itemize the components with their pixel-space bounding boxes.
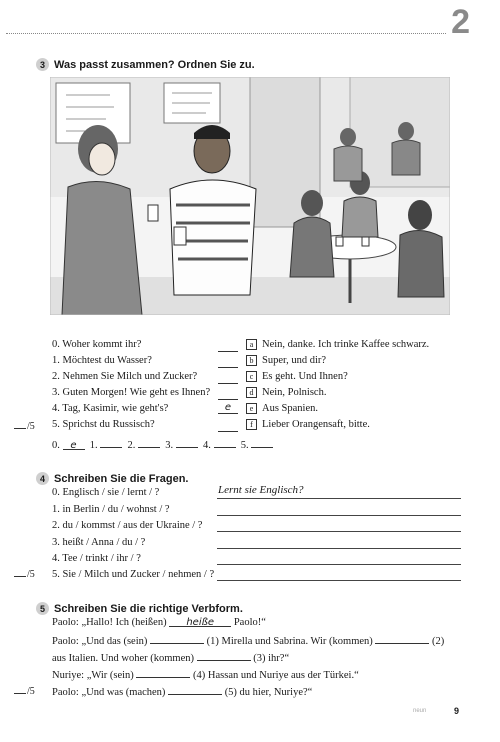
ex4-prompt-1: 1. in Berlin / du / wohnst / ? — [52, 504, 170, 515]
ex3-solution-3[interactable] — [176, 438, 198, 448]
ex5-blank-3[interactable] — [197, 651, 251, 661]
cafe-illustration — [50, 77, 450, 315]
ex5-line-2: Paolo: „Und das (sein) (1) Mirella und Sabrina. Wir (kommen) (2) — [52, 636, 445, 647]
footer-page-word: neun — [413, 708, 427, 714]
ex4-prompt-4: 4. Tee / trinkt / ihr / ? — [52, 553, 141, 564]
header-dotted-rule — [6, 33, 446, 34]
ex3-score: /5 — [14, 421, 35, 432]
ex3-solution-0: e — [63, 440, 85, 450]
ex3-solution-2[interactable] — [138, 438, 160, 448]
ex3-question-4: 4. Tag, Kasimir, wie geht's? — [52, 403, 169, 414]
ex4-example-answer: Lernt sie Englisch? — [218, 484, 304, 496]
ex5-blank-2[interactable] — [375, 634, 429, 644]
ex5-example-answer: heiße — [169, 617, 231, 627]
ex3-option-b: b Super, und dir? — [246, 355, 326, 366]
exercise-3-heading — [36, 58, 255, 71]
ex3-example-answer: e — [218, 403, 238, 414]
ex4-answer-line-4[interactable] — [217, 563, 461, 565]
ex3-question-5: 5. Sprichst du Russisch? — [52, 419, 155, 430]
ex3-solution-1[interactable] — [100, 438, 122, 448]
ex4-score: /5 — [14, 569, 35, 580]
ex3-question-3: 3. Guten Morgen! Wie geht es Ihnen? — [52, 387, 211, 398]
ex4-answer-line-0 — [217, 497, 461, 499]
ex3-option-c: c Es geht. Und Ihnen? — [246, 371, 348, 382]
ex4-prompt-0: 0. Englisch / sie / lernt / ? — [52, 487, 160, 498]
exercise-5-number: 5 — [36, 602, 49, 615]
ex3-question-2: 2. Nehmen Sie Milch und Zucker? — [52, 371, 198, 382]
ex4-answer-line-5[interactable] — [217, 579, 461, 581]
ex3-option-a: a Nein, danke. Ich trinke Kaffee schwarz. — [246, 339, 429, 350]
ex4-prompt-2: 2. du / kommst / aus der Ukraine / ? — [52, 520, 203, 531]
ex4-prompt-5: 5. Sie / Milch und Zucker / nehmen / ? — [52, 569, 215, 580]
ex3-blank-1[interactable] — [218, 357, 238, 368]
ex3-option-e: e Aus Spanien. — [246, 403, 318, 414]
ex4-answer-line-1[interactable] — [217, 514, 461, 516]
ex4-answer-line-3[interactable] — [217, 547, 461, 549]
ex5-blank-5[interactable] — [168, 685, 222, 695]
exercise-3-title: Was passt zusammen? Ordnen Sie zu. — [54, 58, 255, 71]
ex5-line-5: Paolo: „Und was (machen) (5) du hier, Nuriye?“ — [52, 687, 313, 698]
exercise-4-title: Schreiben Sie die Fragen. — [54, 472, 189, 485]
exercise-5-title: Schreiben Sie die richtige Verbform. — [54, 602, 243, 615]
ex3-blank-0[interactable] — [218, 341, 238, 352]
ex5-blank-1[interactable] — [150, 634, 204, 644]
ex5-score: /5 — [14, 686, 35, 697]
exercise-4-heading — [36, 472, 189, 485]
ex3-blank-3[interactable] — [218, 389, 238, 400]
page-number: 9 — [454, 706, 460, 716]
ex3-blank-2[interactable] — [218, 373, 238, 384]
exercise-5-heading — [36, 602, 243, 615]
ex3-option-f: f Lieber Orangensaft, bitte. — [246, 419, 370, 430]
ex3-solution-row: 0. e 1. 2. 3. 4. 5. — [52, 438, 273, 451]
ex3-blank-5[interactable] — [218, 421, 238, 432]
ex3-solution-5[interactable] — [251, 438, 273, 448]
ex3-question-0: 0. Woher kommt ihr? — [52, 339, 142, 350]
ex3-question-1: 1. Möchtest du Wasser? — [52, 355, 152, 366]
ex3-option-d: d Nein, Polnisch. — [246, 387, 326, 398]
ex4-prompt-3: 3. heißt / Anna / du / ? — [52, 537, 146, 548]
unit-number: 2 — [451, 3, 470, 41]
ex4-answer-line-2[interactable] — [217, 530, 461, 532]
exercise-4-number: 4 — [36, 472, 49, 485]
ex3-solution-4[interactable] — [214, 438, 236, 448]
ex5-line-4: Nuriye: „Wir (sein) (4) Hassan und Nuriye aus der Türkei.“ — [52, 670, 359, 681]
exercise-3-number: 3 — [36, 58, 49, 71]
ex5-line-1: Paolo: „Hallo! Ich (heißen) heiße Paolo!“ — [52, 617, 266, 628]
ex5-blank-4[interactable] — [136, 668, 190, 678]
ex5-line-3: aus Italien. Und woher (kommen) (3) ihr?“ — [52, 653, 290, 664]
